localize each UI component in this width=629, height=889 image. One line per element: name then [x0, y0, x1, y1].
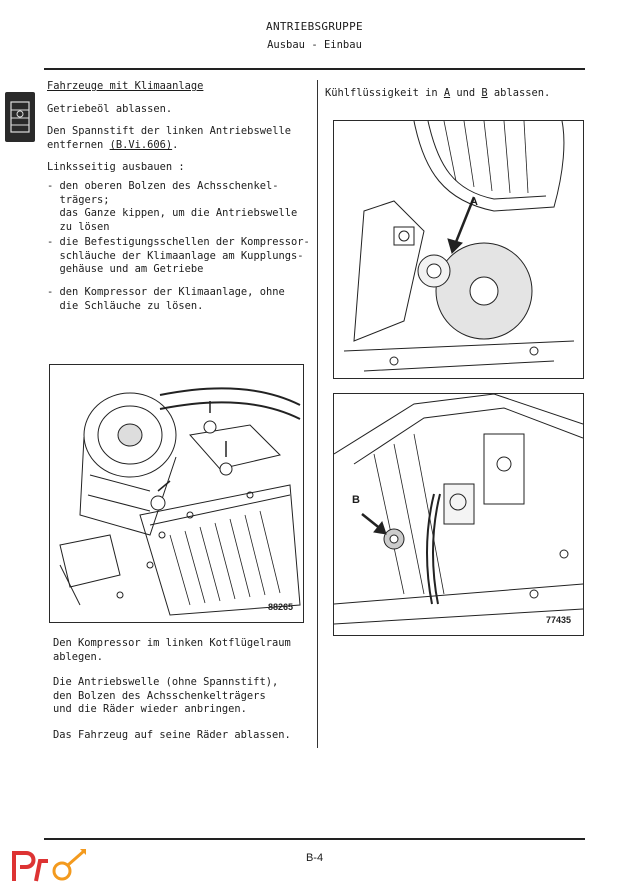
bullet-compressor: - den Kompressor der Klimaanlage, ohne die Schläuche zu lösen. [47, 286, 285, 312]
section-heading: Fahrzeuge mit Klimaanlage [47, 80, 204, 92]
figure-drain-a [333, 120, 584, 379]
section-subtitle: Ausbau - Einbau [267, 39, 362, 51]
ref-b: B [481, 87, 488, 99]
callout-a: A [470, 196, 478, 208]
callout-b: B [352, 494, 360, 506]
figure-number: 88265 [267, 602, 293, 612]
step-refit: Die Antriebswelle (ohne Spannstift), den Bolzen des Achsschenkelträgers und die Räder wieder anbringen. [53, 676, 279, 716]
tool-reference: (B.Vi.606) [109, 139, 173, 151]
header-rule [44, 68, 585, 70]
coolant-drain-instruction: Kühlflüssigkeit in A und B ablassen. [325, 87, 551, 99]
page-number: B-4 [305, 852, 324, 864]
step-store-compressor: Den Kompressor im linken Kotflügelraum ablegen. [53, 637, 291, 663]
step-pin-line1: Den Spannstift der linken Antriebswelle [47, 125, 291, 137]
bullet-hose-clamps: - die Befestigungsschellen der Kompressor- schläuche der Klimaanlage am Kupplungs- gehäuse und am Getriebe [47, 236, 310, 276]
figure-number: 77435 [545, 615, 571, 625]
column-divider [317, 80, 318, 748]
section-title: ANTRIEBSGRUPPE [266, 20, 363, 33]
remove-intro: Linksseitig ausbauen : [47, 161, 185, 173]
publisher-logo-icon [10, 845, 90, 889]
step-lower-vehicle: Das Fahrzeug auf seine Räder ablassen. [53, 729, 291, 741]
step-pin-line2: entfernen (B.Vi.606). [47, 139, 179, 151]
figure-compressor [49, 364, 304, 623]
figure-drain-b [333, 393, 584, 636]
footer-rule [44, 838, 585, 840]
bullet-upper-bolt: - den oberen Bolzen des Achsschenkel- trägers; das Ganze kippen, um die Antriebswelle zu lösen [47, 180, 298, 233]
chapter-tab-icon [5, 92, 35, 142]
ref-a: A [443, 87, 451, 99]
step-drain-oil: Getriebeöl ablassen. [47, 103, 173, 115]
